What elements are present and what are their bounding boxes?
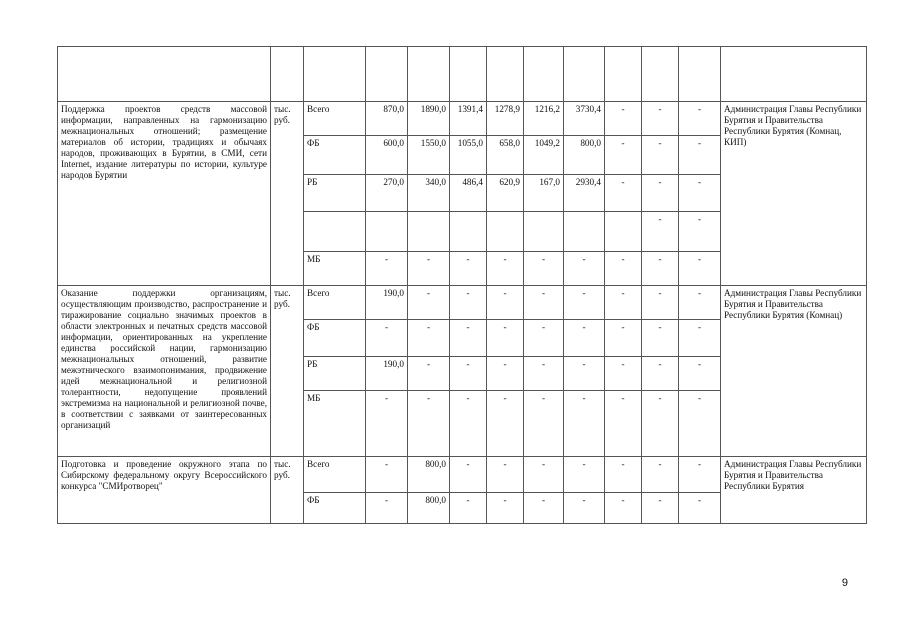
funding-source: МБ (304, 391, 366, 457)
header-cell (450, 47, 487, 102)
value-cell: - (524, 320, 564, 357)
value-cell: - (408, 286, 450, 320)
value-cell: - (679, 320, 721, 357)
value-cell: - (605, 175, 642, 212)
value-cell: 190,0 (366, 357, 408, 391)
value-cell (605, 212, 642, 252)
value-cell: - (524, 286, 564, 320)
funding-source: Всего (304, 286, 366, 320)
value-cell: - (642, 102, 679, 136)
value-cell: - (679, 286, 721, 320)
value-cell: - (642, 212, 679, 252)
header-cell (605, 47, 642, 102)
value-cell: - (642, 457, 679, 493)
value-cell: - (487, 457, 524, 493)
value-cell: 3730,4 (564, 102, 605, 136)
funding-source: РБ (304, 175, 366, 212)
value-cell (564, 212, 605, 252)
value-cell: - (605, 457, 642, 493)
header-cell (642, 47, 679, 102)
program-description: Оказание поддержки организациям, осуществляющим производство, распространение и тиражирование социально значимых проектов в области электронных и печатных средств массовой информации, ориентированных на укрепление единства российской нации, гармонизацию межнациональных отношений, развитие межэтнического взаимопонимания, продвижение идей межнациональной и религиозной толерантности, недопущение проявлений экстремизма на национальной и религиозной почве, в соответствии с заявками от заинтересованных организаций (58, 286, 271, 457)
executor-cell: Администрация Главы Республики Бурятия и Правительства Республики Бурятия (Комнац) (721, 286, 867, 457)
table-row (58, 457, 867, 493)
value-cell: - (642, 252, 679, 286)
header-cell (366, 47, 408, 102)
value-cell: 1890,0 (408, 102, 450, 136)
value-cell: - (408, 391, 450, 457)
value-cell: - (564, 252, 605, 286)
header-cell (524, 47, 564, 102)
value-cell: - (408, 252, 450, 286)
value-cell: 1278,9 (487, 102, 524, 136)
executor-cell: Администрация Главы Республики Бурятия и Правительства Республики Бурятия (721, 457, 867, 524)
value-cell: 1391,4 (450, 102, 487, 136)
value-cell: 870,0 (366, 102, 408, 136)
value-cell: - (408, 357, 450, 391)
value-cell: - (450, 252, 487, 286)
header-cell (58, 47, 271, 102)
program-description: Подготовка и проведение окружного этапа по Сибирскому федеральному округу Всероссийского конкурса "СМИротворец" (58, 457, 271, 524)
value-cell: - (679, 212, 721, 252)
value-cell: - (642, 320, 679, 357)
value-cell: - (605, 136, 642, 175)
header-cell (408, 47, 450, 102)
value-cell: - (642, 175, 679, 212)
value-cell: - (366, 493, 408, 524)
header-cell (721, 47, 867, 102)
value-cell: - (605, 391, 642, 457)
value-cell: - (487, 493, 524, 524)
funding-source: РБ (304, 357, 366, 391)
page-number: 9 (841, 577, 848, 589)
value-cell: - (450, 493, 487, 524)
value-cell: - (605, 286, 642, 320)
value-cell (487, 212, 524, 252)
value-cell: - (366, 252, 408, 286)
value-cell: - (450, 286, 487, 320)
value-cell: - (564, 457, 605, 493)
value-cell: - (487, 320, 524, 357)
value-cell: 600,0 (366, 136, 408, 175)
value-cell: 1550,0 (408, 136, 450, 175)
value-cell: - (524, 252, 564, 286)
value-cell: 800,0 (408, 457, 450, 493)
funding-source: МБ (304, 252, 366, 286)
value-cell: - (524, 391, 564, 457)
funding-source: Всего (304, 457, 366, 493)
value-cell: 800,0 (564, 136, 605, 175)
value-cell (524, 212, 564, 252)
value-cell: - (642, 493, 679, 524)
value-cell (450, 212, 487, 252)
value-cell: 486,4 (450, 175, 487, 212)
value-cell: - (605, 493, 642, 524)
value-cell: - (487, 357, 524, 391)
value-cell: 270,0 (366, 175, 408, 212)
value-cell: - (450, 391, 487, 457)
value-cell: - (487, 391, 524, 457)
value-cell: - (564, 286, 605, 320)
value-cell: - (679, 102, 721, 136)
value-cell: - (487, 252, 524, 286)
value-cell: - (564, 357, 605, 391)
value-cell: - (642, 357, 679, 391)
table-body (58, 47, 867, 524)
value-cell: - (642, 136, 679, 175)
value-cell: 658,0 (487, 136, 524, 175)
value-cell: - (524, 357, 564, 391)
value-cell: - (679, 391, 721, 457)
executor-cell: Администрация Главы Республики Бурятия и Правительства Республики Бурятия (Комнац, КИП) (721, 102, 867, 286)
value-cell: - (450, 457, 487, 493)
value-cell: - (679, 357, 721, 391)
table-row (58, 102, 867, 136)
budget-table (57, 46, 867, 524)
funding-source (304, 212, 366, 252)
value-cell: - (524, 457, 564, 493)
funding-source: Всего (304, 102, 366, 136)
value-cell: 167,0 (524, 175, 564, 212)
value-cell: - (524, 493, 564, 524)
value-cell: - (679, 252, 721, 286)
unit-cell: тыс. руб. (271, 102, 304, 286)
value-cell: - (605, 102, 642, 136)
value-cell: - (487, 286, 524, 320)
value-cell: - (679, 175, 721, 212)
value-cell: - (450, 320, 487, 357)
value-cell: - (605, 357, 642, 391)
value-cell (366, 212, 408, 252)
header-row (58, 47, 867, 102)
value-cell: - (408, 320, 450, 357)
value-cell (408, 212, 450, 252)
header-cell (304, 47, 366, 102)
header-cell (271, 47, 304, 102)
value-cell: - (679, 493, 721, 524)
value-cell: - (679, 136, 721, 175)
program-description: Поддержка проектов средств массовой информации, направленных на гармонизацию межнациональных отношений; размещение материалов об истории, традициях и обычаях народов, проживающих в Бурятии, в СМИ, сети Internet, издание литературы по истории, культуре народов Бурятии (58, 102, 271, 286)
value-cell: - (564, 391, 605, 457)
value-cell: - (366, 320, 408, 357)
value-cell: 800,0 (408, 493, 450, 524)
value-cell: - (366, 457, 408, 493)
table-row (58, 286, 867, 320)
value-cell: - (642, 391, 679, 457)
value-cell: - (450, 357, 487, 391)
value-cell: 620,9 (487, 175, 524, 212)
value-cell: 1216,2 (524, 102, 564, 136)
value-cell: - (679, 457, 721, 493)
value-cell: - (605, 320, 642, 357)
value-cell: 340,0 (408, 175, 450, 212)
value-cell: - (605, 252, 642, 286)
value-cell: 190,0 (366, 286, 408, 320)
value-cell: - (564, 493, 605, 524)
funding-source: ФБ (304, 320, 366, 357)
header-cell (564, 47, 605, 102)
value-cell: - (366, 391, 408, 457)
value-cell: - (564, 320, 605, 357)
funding-source: ФБ (304, 136, 366, 175)
header-cell (487, 47, 524, 102)
value-cell: 1049,2 (524, 136, 564, 175)
value-cell: 1055,0 (450, 136, 487, 175)
unit-cell: тыс. руб. (271, 286, 304, 457)
header-cell (679, 47, 721, 102)
unit-cell: тыс. руб. (271, 457, 304, 524)
funding-source: ФБ (304, 493, 366, 524)
value-cell: - (642, 286, 679, 320)
value-cell: 2930,4 (564, 175, 605, 212)
